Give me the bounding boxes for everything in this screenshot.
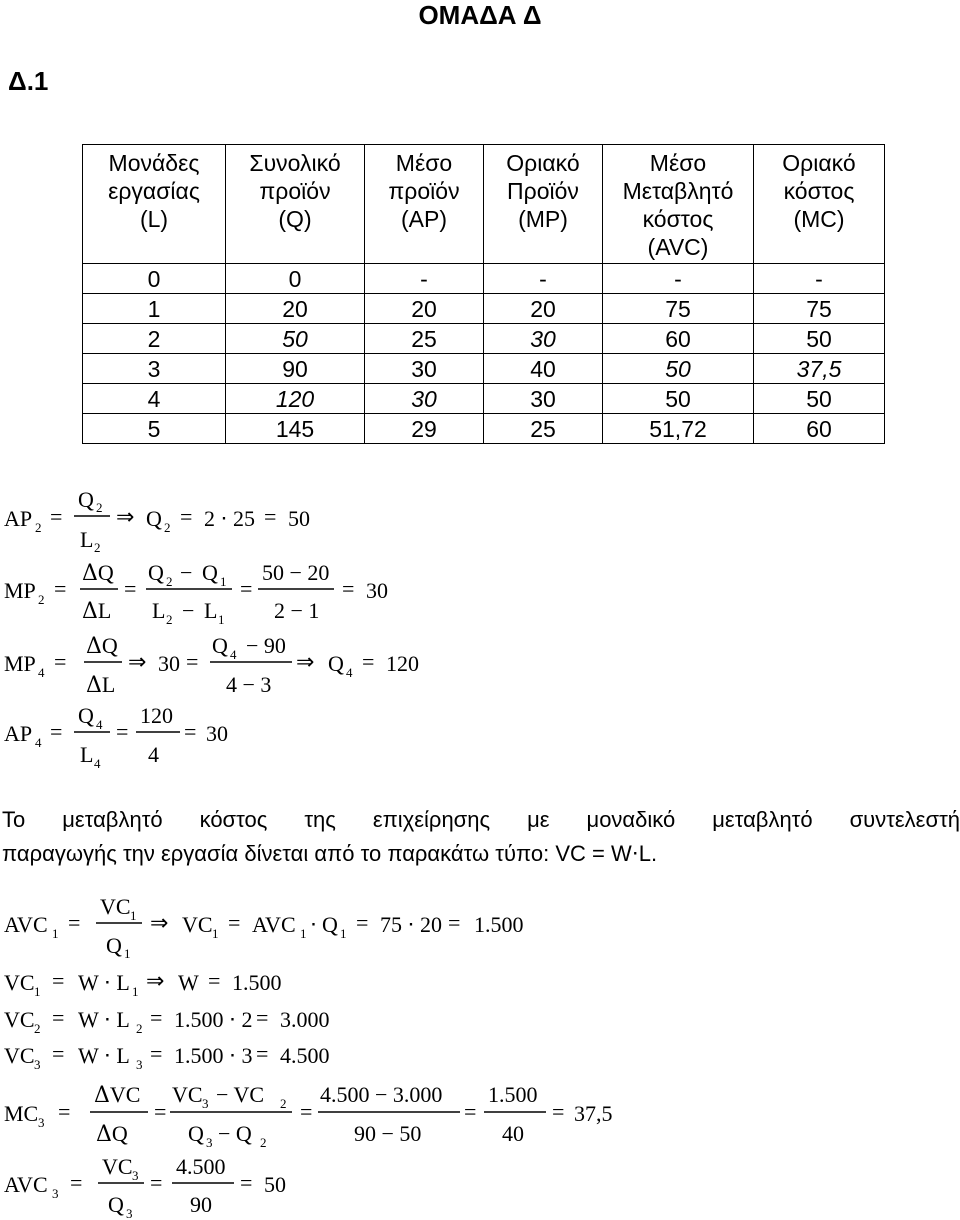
svg-text:VC: VC (4, 1043, 35, 1068)
svg-text:3: 3 (126, 1206, 133, 1220)
cell: 4 (83, 384, 226, 414)
svg-text:=: = (342, 576, 355, 601)
cell: 75 (754, 294, 885, 324)
svg-text:VC: VC (100, 894, 131, 919)
svg-text:MP: MP (4, 651, 36, 676)
formula-avc3 (4, 1154, 286, 1220)
svg-text:=: = (150, 1170, 163, 1195)
page-title: ΟΜΑΔΑ Δ (418, 0, 542, 30)
svg-text:3: 3 (132, 1168, 139, 1183)
cell: 25 (484, 414, 603, 444)
svg-text:VC: VC (182, 912, 213, 937)
svg-text:MP: MP (4, 578, 36, 603)
svg-text:−: − (182, 598, 195, 623)
svg-text:=: = (448, 910, 461, 935)
svg-text:2: 2 (136, 1021, 143, 1036)
svg-text:1: 1 (212, 926, 219, 941)
svg-text:− 90: − 90 (246, 633, 286, 658)
svg-text:=: = (264, 504, 277, 529)
svg-text:=: = (70, 1170, 83, 1195)
svg-text:=: = (150, 1005, 163, 1030)
svg-text:ΔL: ΔL (82, 598, 112, 624)
cell: 5 (83, 414, 226, 444)
svg-text:=: = (116, 719, 129, 744)
cell: - (754, 264, 885, 294)
cell-highlight: 37,5 (754, 354, 885, 384)
cell: 51,72 (603, 414, 754, 444)
svg-text:37,5: 37,5 (574, 1101, 613, 1126)
svg-text:1: 1 (220, 574, 227, 589)
svg-text:1: 1 (340, 926, 347, 941)
cell: 20 (365, 294, 484, 324)
svg-text:3: 3 (202, 1096, 209, 1111)
svg-text:4.500 − 3.000: 4.500 − 3.000 (320, 1082, 443, 1107)
svg-text:=: = (180, 504, 193, 529)
cell: 60 (754, 414, 885, 444)
svg-text:=: = (240, 576, 253, 601)
svg-text:2: 2 (166, 612, 173, 627)
svg-text:L: L (152, 598, 166, 623)
svg-text:120: 120 (140, 703, 173, 728)
svg-text:Q: Q (212, 633, 228, 658)
svg-text:3: 3 (52, 1186, 59, 1201)
svg-text:2: 2 (166, 574, 173, 589)
svg-text:=: = (300, 1099, 313, 1124)
svg-text:2: 2 (280, 1096, 287, 1111)
header-average-product: Μέσο προϊόν (AP) (365, 145, 484, 264)
svg-text:2: 2 (38, 592, 45, 607)
svg-text:L: L (80, 742, 94, 767)
svg-text:2 ⋅ 25: 2 ⋅ 25 (204, 506, 255, 531)
header-mc: Οριακό κόστος (MC) (754, 145, 885, 264)
cell: - (603, 264, 754, 294)
svg-text:AVC: AVC (4, 912, 48, 937)
svg-text:Q: Q (106, 933, 122, 958)
svg-text:=: = (464, 1099, 477, 1124)
cell: 50 (754, 324, 885, 354)
svg-text:3: 3 (206, 1135, 213, 1150)
svg-text:4: 4 (346, 665, 353, 680)
cell: - (484, 264, 603, 294)
svg-text:=: = (256, 1041, 269, 1066)
svg-text:=: = (54, 576, 67, 601)
cell: 29 (365, 414, 484, 444)
paragraph-line-1: Το μεταβλητό κόστος της επιχείρησης με μοναδικό μεταβλητό συντελεστή (2, 807, 960, 832)
cell: 40 (484, 354, 603, 384)
svg-text:=: = (228, 910, 241, 935)
svg-text:=: = (154, 1099, 167, 1124)
svg-text:=: = (362, 649, 375, 674)
cell: 1 (83, 294, 226, 324)
svg-text:1: 1 (218, 612, 225, 627)
svg-text:50: 50 (264, 1172, 286, 1197)
svg-text:AVC: AVC (4, 1172, 48, 1197)
svg-text:=: = (240, 1170, 253, 1195)
cell: 145 (226, 414, 365, 444)
header-total-product: Συνολικό προϊόν (Q) (226, 145, 365, 264)
svg-text:1.500: 1.500 (232, 970, 282, 995)
svg-text:=: = (50, 504, 63, 529)
svg-text:W ⋅ L: W ⋅ L (78, 1007, 130, 1032)
svg-text:Q: Q (188, 1121, 204, 1146)
formula-mc3 (4, 1082, 613, 1150)
svg-text:120: 120 (386, 651, 419, 676)
svg-text:1.500: 1.500 (474, 912, 524, 937)
header-labor: Μονάδες εργασίας (L) (83, 145, 226, 264)
svg-text:− VC: − VC (216, 1082, 265, 1107)
svg-text:30: 30 (366, 578, 388, 603)
svg-text:AP: AP (4, 506, 33, 531)
cell-highlight: 50 (226, 324, 365, 354)
cell-highlight: 120 (226, 384, 365, 414)
cell: 30 (484, 384, 603, 414)
cell: 3 (83, 354, 226, 384)
svg-text:=: = (58, 1099, 71, 1124)
svg-text:30: 30 (158, 651, 180, 676)
svg-text:75 ⋅ 20: 75 ⋅ 20 (380, 912, 442, 937)
svg-text:4: 4 (38, 665, 45, 680)
svg-text:1: 1 (52, 926, 59, 941)
svg-text:−: − (180, 560, 193, 585)
svg-text:90 − 50: 90 − 50 (354, 1121, 422, 1146)
svg-text:=: = (184, 719, 197, 744)
svg-text:=: = (150, 1041, 163, 1066)
svg-text:VC: VC (172, 1082, 203, 1107)
svg-text:50: 50 (288, 506, 310, 531)
svg-text:=: = (356, 910, 369, 935)
svg-text:=: = (186, 649, 199, 674)
svg-text:=: = (124, 576, 137, 601)
svg-text:=: = (68, 910, 81, 935)
svg-text:Q: Q (322, 912, 338, 937)
header-avc: Μέσο Μεταβλητό κόστος (AVC) (603, 145, 754, 264)
cell: 60 (603, 324, 754, 354)
paragraph-line-2: παραγωγής την εργασία δίνεται από το παρακάτω τύπο: VC = W⋅L. (2, 841, 658, 866)
svg-text:40: 40 (502, 1121, 524, 1146)
svg-text:1.500: 1.500 (488, 1082, 538, 1107)
svg-text:3: 3 (38, 1115, 45, 1130)
svg-text:4.500: 4.500 (280, 1043, 330, 1068)
cell: 0 (226, 264, 365, 294)
svg-text:ΔQ: ΔQ (86, 633, 118, 659)
svg-text:AVC: AVC (252, 912, 296, 937)
svg-text:VC: VC (102, 1154, 133, 1179)
formula-vc1 (4, 968, 282, 999)
cell: 2 (83, 324, 226, 354)
cell: 30 (365, 354, 484, 384)
svg-text:=: = (50, 719, 63, 744)
svg-text:AP: AP (4, 721, 33, 746)
svg-text:4: 4 (96, 717, 103, 732)
svg-text:4: 4 (230, 647, 237, 662)
svg-text:90: 90 (190, 1192, 212, 1217)
svg-text:Q: Q (148, 560, 164, 585)
section-heading: Δ.1 (8, 66, 49, 96)
svg-text:Q: Q (78, 487, 94, 512)
svg-text:1.500 ⋅ 3: 1.500 ⋅ 3 (174, 1043, 253, 1068)
svg-text:4 − 3: 4 − 3 (226, 672, 272, 697)
svg-text:L: L (204, 598, 218, 623)
cell-highlight: 30 (484, 324, 603, 354)
svg-text:2: 2 (35, 520, 42, 535)
svg-text:=: = (54, 649, 67, 674)
svg-text:Q: Q (202, 560, 218, 585)
svg-text:4: 4 (148, 742, 159, 767)
svg-text:W ⋅ L: W ⋅ L (78, 1043, 130, 1068)
svg-text:Q: Q (108, 1192, 124, 1217)
svg-text:2: 2 (34, 1021, 41, 1036)
svg-text:2: 2 (164, 520, 171, 535)
svg-text:=: = (256, 1005, 269, 1030)
formula-avc1 (4, 894, 524, 961)
svg-text:4.500: 4.500 (176, 1154, 226, 1179)
svg-text:30: 30 (206, 721, 228, 746)
svg-text:3: 3 (34, 1057, 41, 1072)
cell: - (365, 264, 484, 294)
svg-text:1: 1 (34, 984, 41, 999)
svg-text:=: = (52, 968, 65, 993)
svg-text:50 − 20: 50 − 20 (262, 560, 330, 585)
svg-text:2: 2 (260, 1135, 267, 1150)
cell: 75 (603, 294, 754, 324)
svg-text:3: 3 (136, 1057, 143, 1072)
svg-text:=: = (208, 968, 221, 993)
svg-text:Q: Q (146, 506, 162, 531)
cell-highlight: 50 (603, 354, 754, 384)
svg-text:=: = (52, 1041, 65, 1066)
cell: 0 (83, 264, 226, 294)
svg-text:Q: Q (328, 651, 344, 676)
formula-vc3 (4, 1041, 330, 1072)
cell: 20 (226, 294, 365, 324)
svg-text:3.000: 3.000 (280, 1007, 330, 1032)
header-marginal-product: Οριακό Προϊόν (MP) (484, 145, 603, 264)
svg-text:L: L (80, 527, 94, 552)
svg-text:− Q: − Q (218, 1121, 252, 1146)
svg-text:VC: VC (4, 970, 35, 995)
cell: 20 (484, 294, 603, 324)
formula-vc2 (4, 1005, 330, 1036)
svg-text:1: 1 (130, 908, 137, 923)
cell: 50 (603, 384, 754, 414)
svg-text:MC: MC (4, 1101, 39, 1126)
svg-text:Q: Q (78, 703, 94, 728)
svg-text:ΔQ: ΔQ (82, 560, 114, 586)
svg-text:⋅: ⋅ (310, 912, 317, 937)
svg-text:W ⋅ L: W ⋅ L (78, 970, 130, 995)
svg-text:W: W (178, 970, 199, 995)
svg-text:VC: VC (4, 1007, 35, 1032)
svg-text:=: = (52, 1005, 65, 1030)
svg-text:ΔQ: ΔQ (96, 1121, 128, 1147)
svg-text:⇒: ⇒ (150, 910, 169, 935)
svg-text:4: 4 (94, 756, 101, 771)
cell: 50 (754, 384, 885, 414)
svg-text:⇒: ⇒ (116, 504, 135, 529)
svg-text:1.500 ⋅ 2: 1.500 ⋅ 2 (174, 1007, 253, 1032)
svg-text:⇒: ⇒ (146, 968, 165, 993)
svg-text:=: = (552, 1099, 565, 1124)
svg-text:1: 1 (124, 946, 131, 961)
svg-text:1: 1 (300, 926, 307, 941)
svg-text:2 − 1: 2 − 1 (274, 598, 320, 623)
svg-text:4: 4 (35, 735, 42, 750)
svg-text:ΔL: ΔL (86, 672, 116, 698)
svg-text:1: 1 (132, 984, 139, 999)
svg-text:ΔVC: ΔVC (94, 1082, 141, 1108)
svg-text:⇒: ⇒ (128, 649, 147, 674)
cell: 25 (365, 324, 484, 354)
cell: 90 (226, 354, 365, 384)
svg-text:2: 2 (96, 500, 103, 515)
svg-text:2: 2 (94, 540, 101, 555)
svg-text:⇒: ⇒ (296, 649, 315, 674)
cell-highlight: 30 (365, 384, 484, 414)
